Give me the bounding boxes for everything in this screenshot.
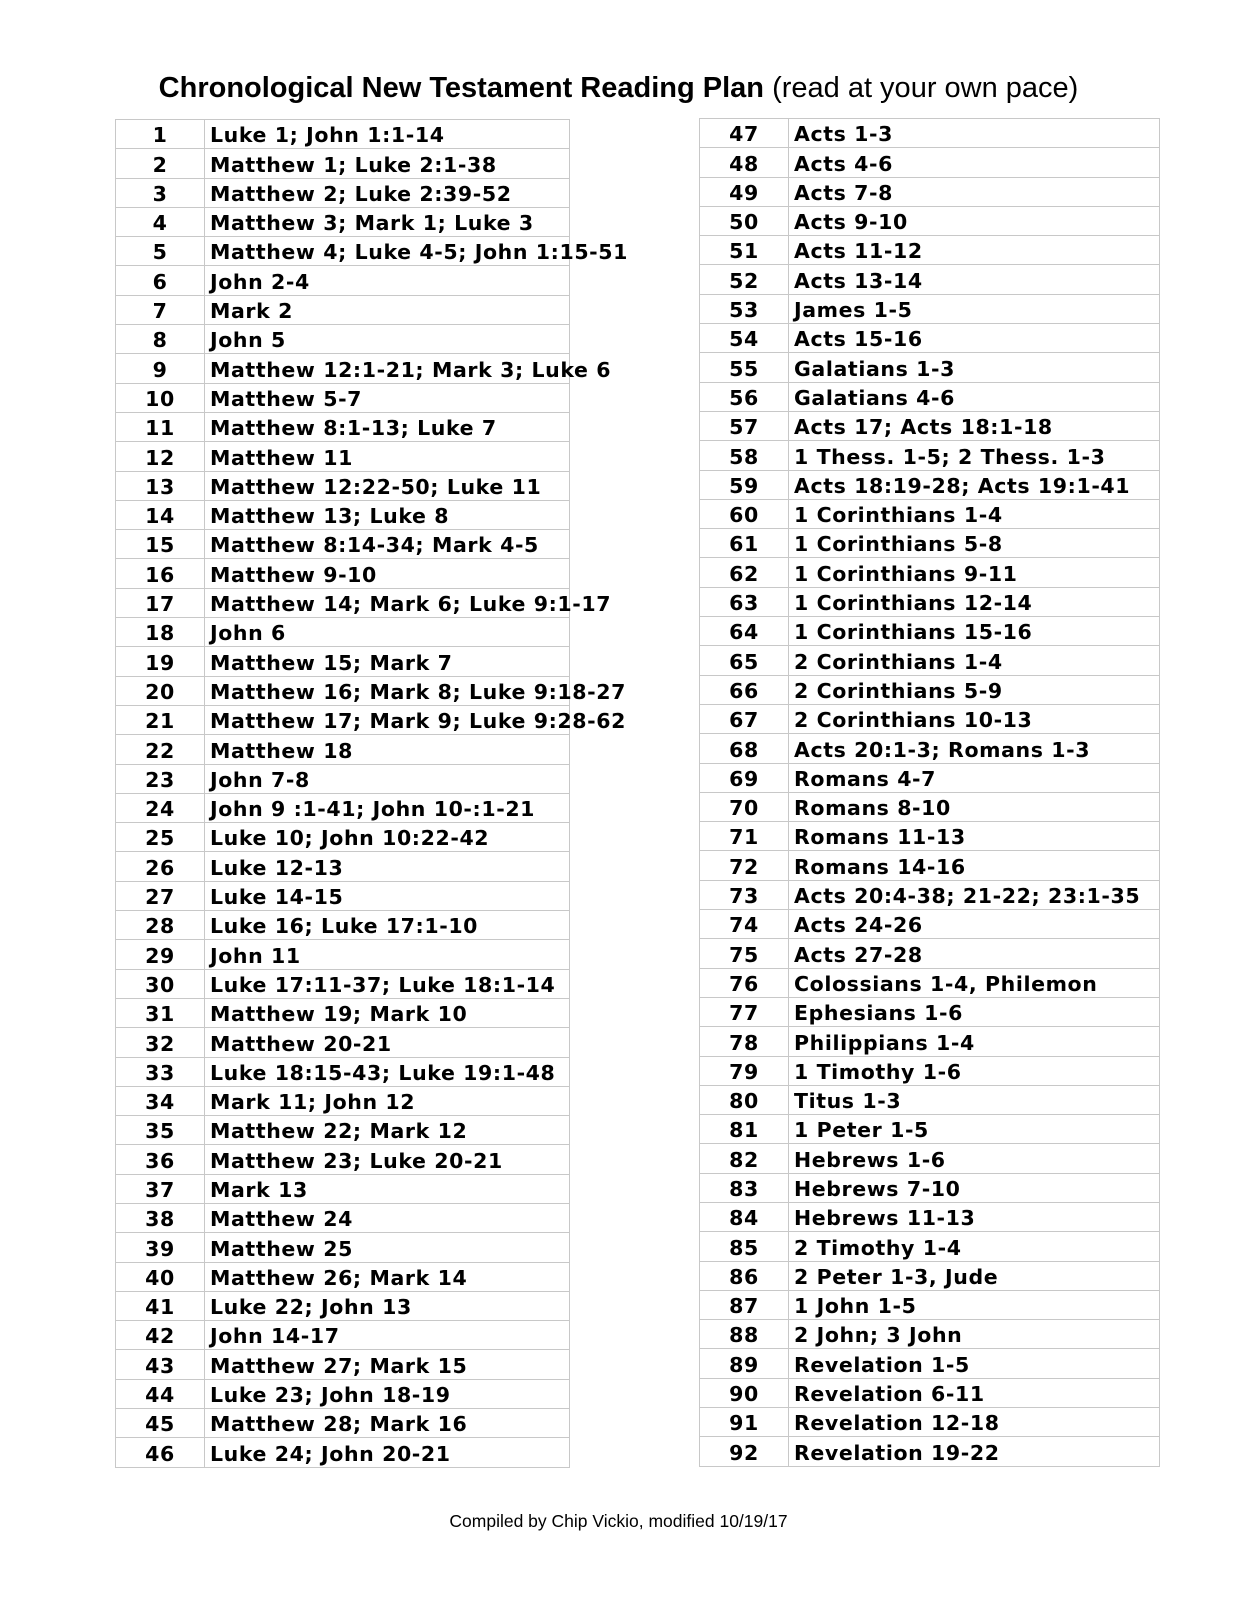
reading-assignment: 2 Peter 1-3, Jude	[789, 1261, 1160, 1290]
table-row	[700, 910, 1160, 939]
reading-assignment: Matthew 12:22-50; Luke 11	[205, 471, 570, 500]
table-row	[700, 617, 1160, 646]
day-number: 63	[700, 587, 789, 616]
day-number: 85	[700, 1232, 789, 1261]
reading-assignment: Matthew 8:1-13; Luke 7	[205, 412, 570, 441]
day-number: 10	[116, 383, 205, 412]
table-row	[116, 383, 570, 412]
day-number: 46	[116, 1438, 205, 1467]
day-number: 13	[116, 471, 205, 500]
reading-assignment: Matthew 2; Luke 2:39-52	[205, 178, 570, 207]
table-row	[116, 1116, 570, 1145]
table-row	[700, 499, 1160, 528]
reading-assignment: Hebrews 11-13	[789, 1202, 1160, 1231]
table-row	[116, 998, 570, 1027]
reading-assignment: Matthew 19; Mark 10	[205, 998, 570, 1027]
table-row	[116, 1379, 570, 1408]
reading-assignment: Ephesians 1-6	[789, 997, 1160, 1026]
table-row	[116, 149, 570, 178]
table-row	[700, 294, 1160, 323]
table-row	[116, 1262, 570, 1291]
reading-assignment: Matthew 20-21	[205, 1028, 570, 1057]
reading-assignment: Revelation 19-22	[789, 1437, 1160, 1466]
reading-assignment: James 1-5	[789, 294, 1160, 323]
table-row	[116, 1145, 570, 1174]
table-row	[700, 119, 1160, 148]
reading-assignment: Luke 23; John 18-19	[205, 1379, 570, 1408]
day-number: 43	[116, 1350, 205, 1379]
reading-assignment: John 14-17	[205, 1321, 570, 1350]
reading-assignment: Philippians 1-4	[789, 1027, 1160, 1056]
reading-assignment: Luke 16; Luke 17:1-10	[205, 911, 570, 940]
table-row	[116, 325, 570, 354]
table-row	[700, 704, 1160, 733]
table-row	[700, 968, 1160, 997]
table-row	[116, 735, 570, 764]
reading-assignment: Matthew 3; Mark 1; Luke 3	[205, 207, 570, 236]
table-row	[116, 969, 570, 998]
day-number: 78	[700, 1027, 789, 1056]
table-row	[700, 1378, 1160, 1407]
reading-assignment: Hebrews 1-6	[789, 1144, 1160, 1173]
day-number: 52	[700, 265, 789, 294]
reading-assignment: Luke 24; John 20-21	[205, 1438, 570, 1467]
table-row	[116, 911, 570, 940]
day-number: 29	[116, 940, 205, 969]
reading-assignment: Acts 27-28	[789, 939, 1160, 968]
reading-assignment: Hebrews 7-10	[789, 1173, 1160, 1202]
table-row	[700, 1056, 1160, 1085]
table-row	[700, 1232, 1160, 1261]
day-number: 48	[700, 148, 789, 177]
reading-assignment: 1 Corinthians 12-14	[789, 587, 1160, 616]
table-row	[700, 177, 1160, 206]
day-number: 8	[116, 325, 205, 354]
table-row	[116, 1203, 570, 1232]
reading-assignment: Mark 2	[205, 295, 570, 324]
reading-assignment: Revelation 6-11	[789, 1378, 1160, 1407]
day-number: 1	[116, 120, 205, 149]
reading-assignment: Acts 15-16	[789, 324, 1160, 353]
table-row	[116, 1028, 570, 1057]
reading-assignment: Matthew 18	[205, 735, 570, 764]
reading-assignment: Matthew 9-10	[205, 559, 570, 588]
table-row	[700, 675, 1160, 704]
reading-table-right-body	[700, 119, 1160, 1467]
day-number: 14	[116, 500, 205, 529]
day-number: 72	[700, 851, 789, 880]
reading-assignment: Matthew 13; Luke 8	[205, 500, 570, 529]
day-number: 89	[700, 1349, 789, 1378]
reading-assignment: 2 John; 3 John	[789, 1320, 1160, 1349]
day-number: 23	[116, 764, 205, 793]
day-number: 25	[116, 823, 205, 852]
reading-assignment: 1 Timothy 1-6	[789, 1056, 1160, 1085]
table-row	[700, 763, 1160, 792]
table-row	[116, 676, 570, 705]
day-number: 16	[116, 559, 205, 588]
day-number: 40	[116, 1262, 205, 1291]
reading-assignment: Galatians 4-6	[789, 382, 1160, 411]
day-number: 60	[700, 499, 789, 528]
day-number: 71	[700, 822, 789, 851]
reading-assignment: Colossians 1-4, Philemon	[789, 968, 1160, 997]
day-number: 56	[700, 382, 789, 411]
table-row	[116, 1086, 570, 1115]
reading-assignment: Acts 17; Acts 18:1-18	[789, 411, 1160, 440]
reading-assignment: Acts 7-8	[789, 177, 1160, 206]
day-number: 42	[116, 1321, 205, 1350]
table-row	[116, 1291, 570, 1320]
day-number: 6	[116, 266, 205, 295]
day-number: 27	[116, 881, 205, 910]
day-number: 32	[116, 1028, 205, 1057]
table-row	[700, 1320, 1160, 1349]
reading-assignment: Titus 1-3	[789, 1085, 1160, 1114]
table-row	[116, 618, 570, 647]
table-row	[700, 206, 1160, 235]
reading-assignment: Matthew 16; Mark 8; Luke 9:18-27	[205, 676, 570, 705]
reading-assignment: Romans 11-13	[789, 822, 1160, 851]
day-number: 73	[700, 880, 789, 909]
table-row	[700, 792, 1160, 821]
day-number: 9	[116, 354, 205, 383]
reading-assignment: Matthew 1; Luke 2:1-38	[205, 149, 570, 178]
table-row	[700, 236, 1160, 265]
reading-assignment: 2 Corinthians 10-13	[789, 704, 1160, 733]
reading-table-left-body	[116, 120, 629, 1468]
day-number: 88	[700, 1320, 789, 1349]
reading-assignment: Acts 24-26	[789, 910, 1160, 939]
table-row	[116, 823, 570, 852]
day-number: 39	[116, 1233, 205, 1262]
day-number: 34	[116, 1086, 205, 1115]
table-row	[700, 646, 1160, 675]
table-row	[116, 237, 570, 266]
day-number: 54	[700, 324, 789, 353]
table-row	[116, 500, 570, 529]
reading-assignment: 1 Corinthians 15-16	[789, 617, 1160, 646]
day-number: 11	[116, 412, 205, 441]
table-row	[116, 530, 570, 559]
day-number: 75	[700, 939, 789, 968]
title-subtitle: (read at your own pace)	[772, 72, 1079, 104]
day-number: 3	[116, 178, 205, 207]
day-number: 79	[700, 1056, 789, 1085]
reading-assignment: 2 Corinthians 5-9	[789, 675, 1160, 704]
day-number: 45	[116, 1409, 205, 1438]
table-row	[700, 997, 1160, 1026]
day-number: 65	[700, 646, 789, 675]
table-row	[116, 120, 570, 149]
day-number: 92	[700, 1437, 789, 1466]
table-row	[116, 178, 570, 207]
reading-assignment: John 7-8	[205, 764, 570, 793]
table-row	[700, 324, 1160, 353]
reading-assignment: Matthew 24	[205, 1203, 570, 1232]
day-number: 53	[700, 294, 789, 323]
reading-assignment: Matthew 17; Mark 9; Luke 9:28-62	[205, 705, 570, 734]
day-number: 80	[700, 1085, 789, 1114]
day-number: 68	[700, 734, 789, 763]
day-number: 49	[700, 177, 789, 206]
day-number: 2	[116, 149, 205, 178]
day-number: 74	[700, 910, 789, 939]
day-number: 57	[700, 411, 789, 440]
table-row	[700, 558, 1160, 587]
day-number: 84	[700, 1202, 789, 1231]
table-row	[116, 295, 570, 324]
table-row	[116, 207, 570, 236]
reading-assignment: Acts 11-12	[789, 236, 1160, 265]
reading-assignment: 2 Corinthians 1-4	[789, 646, 1160, 675]
table-row	[700, 529, 1160, 558]
table-row	[116, 881, 570, 910]
day-number: 86	[700, 1261, 789, 1290]
day-number: 55	[700, 353, 789, 382]
reading-assignment: Mark 13	[205, 1174, 570, 1203]
day-number: 37	[116, 1174, 205, 1203]
table-row	[116, 442, 570, 471]
day-number: 28	[116, 911, 205, 940]
footer-credit: Compiled by Chip Vickio, modified 10/19/17	[449, 1511, 788, 1531]
reading-assignment: John 2-4	[205, 266, 570, 295]
table-row	[700, 1261, 1160, 1290]
day-number: 62	[700, 558, 789, 587]
reading-assignment: John 11	[205, 940, 570, 969]
table-row	[116, 1321, 570, 1350]
table-row	[116, 705, 570, 734]
table-row	[700, 734, 1160, 763]
reading-assignment: Galatians 1-3	[789, 353, 1160, 382]
reading-assignment: Matthew 25	[205, 1233, 570, 1262]
day-number: 15	[116, 530, 205, 559]
reading-assignment: Matthew 26; Mark 14	[205, 1262, 570, 1291]
reading-assignment: Acts 1-3	[789, 119, 1160, 148]
table-row	[700, 148, 1160, 177]
reading-assignment: 1 Thess. 1-5; 2 Thess. 1-3	[789, 441, 1160, 470]
table-row	[700, 851, 1160, 880]
reading-assignment: 1 John 1-5	[789, 1290, 1160, 1319]
table-row	[700, 1349, 1160, 1378]
table-row	[116, 764, 570, 793]
table-row	[700, 1027, 1160, 1056]
table-row	[116, 266, 570, 295]
reading-assignment: Matthew 5-7	[205, 383, 570, 412]
day-number: 58	[700, 441, 789, 470]
reading-assignment: Matthew 23; Luke 20-21	[205, 1145, 570, 1174]
reading-assignment: Matthew 15; Mark 7	[205, 647, 570, 676]
day-number: 64	[700, 617, 789, 646]
reading-table-left	[115, 119, 629, 1468]
reading-assignment: Acts 20:4-38; 21-22; 23:1-35	[789, 880, 1160, 909]
table-row	[116, 1350, 570, 1379]
day-number: 18	[116, 618, 205, 647]
reading-assignment: John 6	[205, 618, 570, 647]
day-number: 36	[116, 1145, 205, 1174]
table-row	[116, 1233, 570, 1262]
reading-assignment: Matthew 28; Mark 16	[205, 1409, 570, 1438]
table-row	[116, 793, 570, 822]
reading-assignment: Luke 14-15	[205, 881, 570, 910]
table-row	[116, 1409, 570, 1438]
reading-assignment: Matthew 27; Mark 15	[205, 1350, 570, 1379]
table-row	[116, 1438, 570, 1467]
day-number: 87	[700, 1290, 789, 1319]
reading-assignment: Matthew 11	[205, 442, 570, 471]
reading-assignment: Romans 14-16	[789, 851, 1160, 880]
reading-assignment: Matthew 8:14-34; Mark 4-5	[205, 530, 570, 559]
reading-assignment: Romans 4-7	[789, 763, 1160, 792]
reading-assignment: Romans 8-10	[789, 792, 1160, 821]
reading-assignment: Revelation 12-18	[789, 1408, 1160, 1437]
table-row	[116, 354, 570, 383]
page-title	[0, 72, 1237, 105]
table-row	[700, 411, 1160, 440]
reading-assignment: Mark 11; John 12	[205, 1086, 570, 1115]
reading-assignment: Matthew 14; Mark 6; Luke 9:1-17	[205, 588, 570, 617]
day-number: 90	[700, 1378, 789, 1407]
day-number: 81	[700, 1115, 789, 1144]
table-row	[116, 852, 570, 881]
day-number: 51	[700, 236, 789, 265]
table-row	[700, 1115, 1160, 1144]
day-number: 77	[700, 997, 789, 1026]
table-row	[700, 1437, 1160, 1466]
table-row	[116, 588, 570, 617]
day-number: 41	[116, 1291, 205, 1320]
day-number: 76	[700, 968, 789, 997]
table-row	[700, 1144, 1160, 1173]
reading-assignment: Luke 18:15-43; Luke 19:1-48	[205, 1057, 570, 1086]
reading-assignment: Acts 20:1-3; Romans 1-3	[789, 734, 1160, 763]
day-number: 24	[116, 793, 205, 822]
day-number: 38	[116, 1203, 205, 1232]
day-number: 5	[116, 237, 205, 266]
table-row	[700, 1085, 1160, 1114]
day-number: 7	[116, 295, 205, 324]
table-row	[700, 1202, 1160, 1231]
table-row	[700, 353, 1160, 382]
table-row	[700, 382, 1160, 411]
day-number: 21	[116, 705, 205, 734]
reading-assignment: Matthew 22; Mark 12	[205, 1116, 570, 1145]
day-number: 61	[700, 529, 789, 558]
reading-assignment: 2 Timothy 1-4	[789, 1232, 1160, 1261]
day-number: 17	[116, 588, 205, 617]
day-number: 4	[116, 207, 205, 236]
reading-assignment: 1 Corinthians 5-8	[789, 529, 1160, 558]
reading-table-right	[699, 118, 1160, 1467]
reading-assignment: Acts 4-6	[789, 148, 1160, 177]
day-number: 33	[116, 1057, 205, 1086]
day-number: 44	[116, 1379, 205, 1408]
day-number: 35	[116, 1116, 205, 1145]
day-number: 59	[700, 470, 789, 499]
reading-assignment: 1 Corinthians 9-11	[789, 558, 1160, 587]
day-number: 66	[700, 675, 789, 704]
table-row	[700, 470, 1160, 499]
day-number: 20	[116, 676, 205, 705]
day-number: 19	[116, 647, 205, 676]
reading-assignment: Revelation 1-5	[789, 1349, 1160, 1378]
day-number: 67	[700, 704, 789, 733]
reading-assignment: Matthew 4; Luke 4-5; John 1:15-51	[205, 237, 570, 266]
reading-assignment: Acts 18:19-28; Acts 19:1-41	[789, 470, 1160, 499]
table-row	[116, 1057, 570, 1086]
day-number: 91	[700, 1408, 789, 1437]
reading-assignment: 1 Peter 1-5	[789, 1115, 1160, 1144]
day-number: 69	[700, 763, 789, 792]
table-row	[700, 822, 1160, 851]
day-number: 30	[116, 969, 205, 998]
table-row	[116, 647, 570, 676]
reading-assignment: Acts 13-14	[789, 265, 1160, 294]
day-number: 83	[700, 1173, 789, 1202]
table-row	[700, 1290, 1160, 1319]
table-row	[700, 441, 1160, 470]
reading-assignment: Luke 10; John 10:22-42	[205, 823, 570, 852]
day-number: 22	[116, 735, 205, 764]
reading-assignment: Luke 22; John 13	[205, 1291, 570, 1320]
day-number: 31	[116, 998, 205, 1027]
table-row	[700, 265, 1160, 294]
day-number: 26	[116, 852, 205, 881]
day-number: 82	[700, 1144, 789, 1173]
reading-assignment: John 5	[205, 325, 570, 354]
reading-assignment: 1 Corinthians 1-4	[789, 499, 1160, 528]
reading-assignment: Matthew 12:1-21; Mark 3; Luke 6	[205, 354, 570, 383]
day-number: 47	[700, 119, 789, 148]
reading-assignment: Luke 12-13	[205, 852, 570, 881]
title-main: Chronological New Testament Reading Plan	[158, 72, 764, 104]
table-row	[700, 880, 1160, 909]
table-row	[116, 471, 570, 500]
table-row	[700, 587, 1160, 616]
table-row	[116, 412, 570, 441]
table-row	[116, 940, 570, 969]
reading-assignment: John 9 :1-41; John 10-:1-21	[205, 793, 570, 822]
day-number: 50	[700, 206, 789, 235]
reading-assignment: Luke 1; John 1:1-14	[205, 120, 570, 149]
day-number: 70	[700, 792, 789, 821]
day-number: 12	[116, 442, 205, 471]
table-row	[700, 1408, 1160, 1437]
reading-assignment: Luke 17:11-37; Luke 18:1-14	[205, 969, 570, 998]
table-row	[700, 1173, 1160, 1202]
table-row	[116, 559, 570, 588]
table-row	[116, 1174, 570, 1203]
reading-assignment: Acts 9-10	[789, 206, 1160, 235]
table-row	[700, 939, 1160, 968]
